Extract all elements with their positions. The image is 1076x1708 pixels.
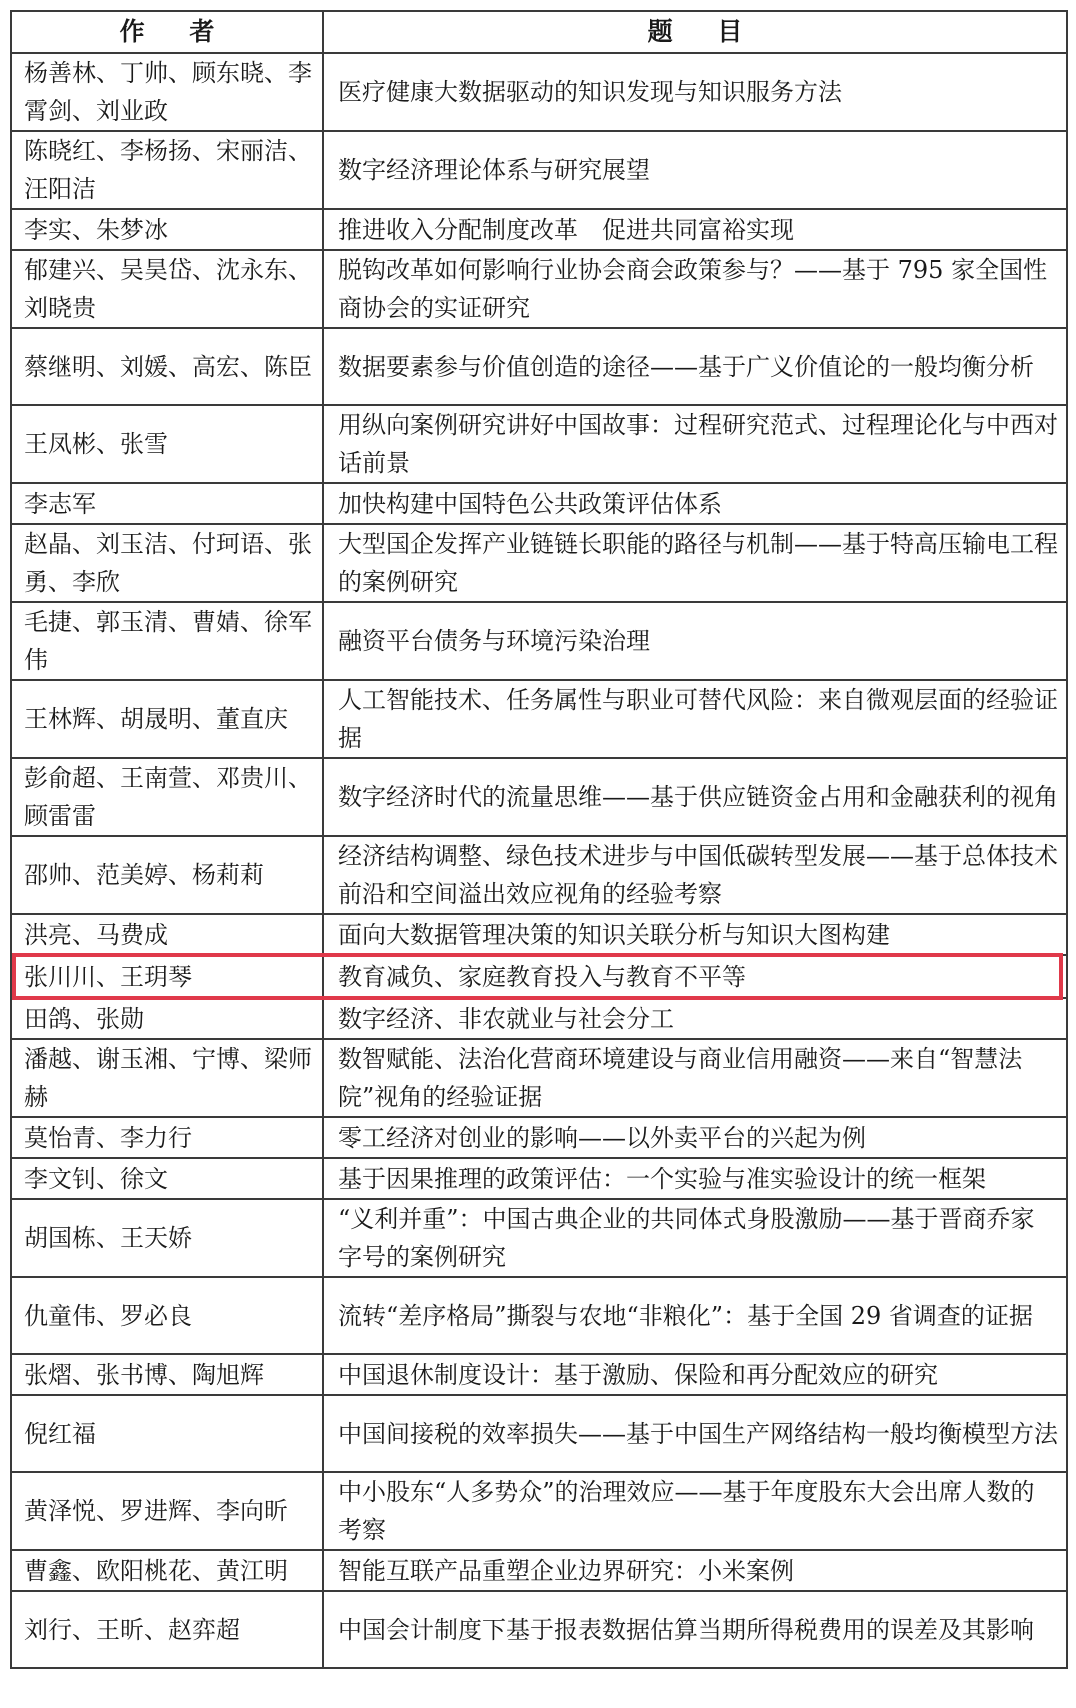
table-row bbox=[11, 1395, 1067, 1472]
table-row bbox=[11, 209, 1067, 250]
table-row bbox=[11, 758, 1067, 836]
author-cell: 蔡继明、刘媛、高宏、陈臣 bbox=[11, 328, 323, 405]
table-row bbox=[11, 328, 1067, 405]
table-row bbox=[11, 1591, 1067, 1668]
author-cell: 邵帅、范美婷、杨莉莉 bbox=[11, 836, 323, 914]
title-cell: 融资平台债务与环境污染治理 bbox=[323, 602, 1067, 680]
title-cell: 基于因果推理的政策评估：一个实验与准实验设计的统一框架 bbox=[323, 1158, 1067, 1199]
paper-list bbox=[10, 10, 1066, 1669]
table-row bbox=[11, 602, 1067, 680]
title-cell: 数字经济时代的流量思维——基于供应链资金占用和金融获利的视角 bbox=[323, 758, 1067, 836]
author-cell: 田鸽、张勋 bbox=[11, 998, 323, 1039]
table-row bbox=[11, 1039, 1067, 1117]
title-cell: 流转“差序格局”撕裂与农地“非粮化”：基于全国 29 省调查的证据 bbox=[323, 1277, 1067, 1354]
author-cell: 毛捷、郭玉清、曹婧、徐军伟 bbox=[11, 602, 323, 680]
table-row bbox=[11, 524, 1067, 602]
author-cell: 王林辉、胡晟明、董直庆 bbox=[11, 680, 323, 758]
title-cell: 数据要素参与价值创造的途径——基于广义价值论的一般均衡分析 bbox=[323, 328, 1067, 405]
author-cell: 洪亮、马费成 bbox=[11, 914, 323, 955]
title-cell: 用纵向案例研究讲好中国故事：过程研究范式、过程理论化与中西对话前景 bbox=[323, 405, 1067, 483]
author-cell: 张川川、王玥琴 bbox=[11, 955, 323, 998]
table-row bbox=[11, 53, 1067, 131]
table-row bbox=[11, 1199, 1067, 1277]
table-row bbox=[11, 914, 1067, 955]
title-cell: 智能互联产品重塑企业边界研究：小米案例 bbox=[323, 1550, 1067, 1591]
highlighted-table-row bbox=[11, 955, 1067, 998]
author-cell: 郁建兴、吴昊岱、沈永东、刘晓贵 bbox=[11, 250, 323, 328]
title-cell: 医疗健康大数据驱动的知识发现与知识服务方法 bbox=[323, 53, 1067, 131]
author-column-header: 作 者 bbox=[11, 11, 323, 53]
title-cell: 教育减负、家庭教育投入与教育不平等 bbox=[323, 955, 1067, 998]
author-cell: 刘行、王昕、赵弈超 bbox=[11, 1591, 323, 1668]
title-cell: 推进收入分配制度改革 促进共同富裕实现 bbox=[323, 209, 1067, 250]
author-cell: 潘越、谢玉湘、宁博、梁师赫 bbox=[11, 1039, 323, 1117]
author-cell: 彭俞超、王南萱、邓贵川、顾雷雷 bbox=[11, 758, 323, 836]
paper-table bbox=[10, 10, 1068, 1669]
table-row bbox=[11, 405, 1067, 483]
author-cell: 李文钊、徐文 bbox=[11, 1158, 323, 1199]
title-cell: 数字经济、非农就业与社会分工 bbox=[323, 998, 1067, 1039]
title-cell: 大型国企发挥产业链链长职能的路径与机制——基于特高压输电工程的案例研究 bbox=[323, 524, 1067, 602]
title-column-header: 题 目 bbox=[323, 11, 1067, 53]
title-cell: “义利并重”：中国古典企业的共同体式身股激励——基于晋商乔家字号的案例研究 bbox=[323, 1199, 1067, 1277]
title-cell: 中国间接税的效率损失——基于中国生产网络结构一般均衡模型方法 bbox=[323, 1395, 1067, 1472]
author-cell: 张熠、张书博、陶旭辉 bbox=[11, 1354, 323, 1395]
author-cell: 仇童伟、罗必良 bbox=[11, 1277, 323, 1354]
table-row bbox=[11, 131, 1067, 209]
author-cell: 陈晓红、李杨扬、宋丽洁、汪阳洁 bbox=[11, 131, 323, 209]
table-row bbox=[11, 836, 1067, 914]
table-row bbox=[11, 483, 1067, 524]
author-cell: 倪红福 bbox=[11, 1395, 323, 1472]
title-cell: 面向大数据管理决策的知识关联分析与知识大图构建 bbox=[323, 914, 1067, 955]
table-row bbox=[11, 1354, 1067, 1395]
title-cell: 数智赋能、法治化营商环境建设与商业信用融资——来自“智慧法院”视角的经验证据 bbox=[323, 1039, 1067, 1117]
table-header-row bbox=[11, 11, 1067, 53]
table-row bbox=[11, 1550, 1067, 1591]
author-cell: 杨善林、丁帅、顾东晓、李霄剑、刘业政 bbox=[11, 53, 323, 131]
author-cell: 赵晶、刘玉洁、付珂语、张勇、李欣 bbox=[11, 524, 323, 602]
author-cell: 黄泽悦、罗进辉、李向昕 bbox=[11, 1472, 323, 1550]
author-cell: 李志军 bbox=[11, 483, 323, 524]
table-row bbox=[11, 1277, 1067, 1354]
title-cell: 零工经济对创业的影响——以外卖平台的兴起为例 bbox=[323, 1117, 1067, 1158]
title-cell: 数字经济理论体系与研究展望 bbox=[323, 131, 1067, 209]
title-cell: 脱钩改革如何影响行业协会商会政策参与？——基于 795 家全国性商协会的实证研究 bbox=[323, 250, 1067, 328]
table-row bbox=[11, 250, 1067, 328]
author-cell: 李实、朱梦冰 bbox=[11, 209, 323, 250]
title-cell: 加快构建中国特色公共政策评估体系 bbox=[323, 483, 1067, 524]
table-row bbox=[11, 1472, 1067, 1550]
table-row bbox=[11, 1117, 1067, 1158]
title-cell: 中国退休制度设计：基于激励、保险和再分配效应的研究 bbox=[323, 1354, 1067, 1395]
title-cell: 人工智能技术、任务属性与职业可替代风险：来自微观层面的经验证据 bbox=[323, 680, 1067, 758]
title-cell: 中国会计制度下基于报表数据估算当期所得税费用的误差及其影响 bbox=[323, 1591, 1067, 1668]
table-row bbox=[11, 680, 1067, 758]
author-cell: 王凤彬、张雪 bbox=[11, 405, 323, 483]
table-row bbox=[11, 998, 1067, 1039]
title-cell: 中小股东“人多势众”的治理效应——基于年度股东大会出席人数的考察 bbox=[323, 1472, 1067, 1550]
author-cell: 胡国栋、王天娇 bbox=[11, 1199, 323, 1277]
author-cell: 莫怡青、李力行 bbox=[11, 1117, 323, 1158]
title-cell: 经济结构调整、绿色技术进步与中国低碳转型发展——基于总体技术前沿和空间溢出效应视角的经验考察 bbox=[323, 836, 1067, 914]
table-row bbox=[11, 1158, 1067, 1199]
author-cell: 曹鑫、欧阳桃花、黄江明 bbox=[11, 1550, 323, 1591]
